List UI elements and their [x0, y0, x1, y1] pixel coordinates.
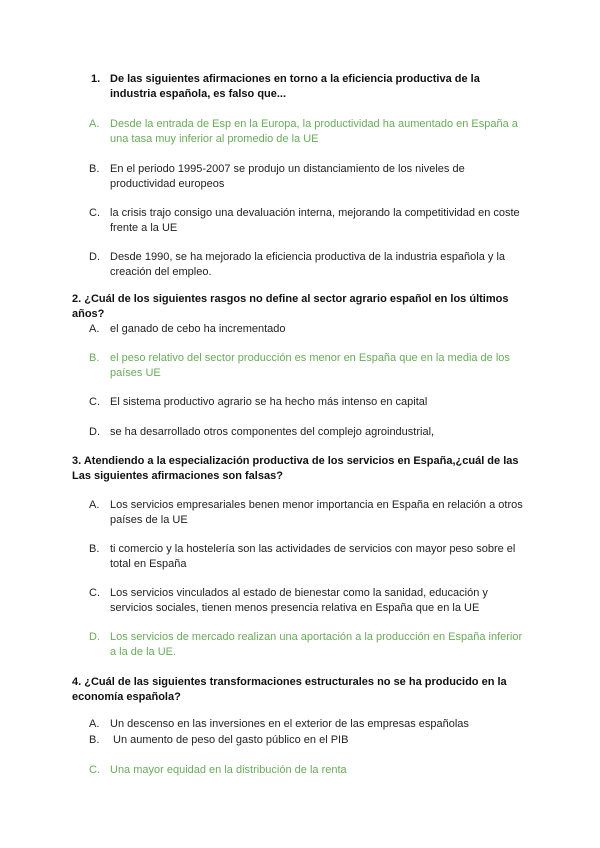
option-text: En el periodo 1995-2007 se produjo un distanciamiento de los niveles de productividad europeos — [110, 163, 465, 190]
option-text: Un descenso en las inversiones en el exterior de las empresas españolas — [110, 718, 469, 730]
option-text: la crisis trajo consigo una devaluación interna, mejorando la competitividad en coste frente a la UE — [110, 207, 520, 234]
option-text: El sistema productivo agrario se ha hecho más intenso en capital — [110, 396, 428, 408]
option-label: B. — [89, 543, 100, 555]
option-text: Los servicios empresariales benen menor importancia en España en relación a otros países de la UE — [110, 499, 523, 526]
option-label: D. — [89, 251, 100, 263]
option-label: A. — [89, 499, 100, 511]
option-text: Los servicios vinculados al estado de bienestar como la sanidad, educación y servicios sociales, tienen menos presencia relativa en España que en la UE — [110, 587, 488, 614]
option-label: A. — [89, 323, 100, 335]
question-body: Atendiendo a la especialización productiva de los servicios en España,¿cuál de las Las siguientes afirmaciones son falsas? — [72, 455, 519, 482]
question-body: ¿Cuál de las siguientes transformaciones estructurales no se ha producido en la economía española? — [72, 676, 507, 703]
option-label: B. — [89, 163, 100, 175]
option-label: C. — [89, 396, 100, 408]
question-number: 2. — [72, 293, 82, 305]
option-label: A. — [89, 718, 100, 730]
option-label: C. — [89, 587, 100, 599]
option-text-correct: Los servicios de mercado realizan una aportación a la producción en España inferior a la de la UE. — [110, 631, 523, 658]
question-number: 4. — [72, 676, 82, 688]
option-text: el ganado de cebo ha incrementado — [110, 323, 286, 335]
option-text: se ha desarrollado otros componentes del complejo agroindustrial, — [110, 426, 435, 438]
option-label: C. — [89, 207, 100, 219]
question-text: De las siguientes afirmaciones en torno a la eficiencia productiva de la industria española, es falso que... — [110, 73, 480, 100]
option-text: ti comercio y la hostelería son las actividades de servicios con mayor peso sobre el total en España — [110, 543, 516, 570]
option-text-correct: Desde la entrada de Esp en la Europa, la productividad ha aumentado en España a una tasa muy inferior al promedio de la UE — [110, 118, 518, 145]
option-label: B. — [89, 734, 100, 746]
option-label: A. — [89, 118, 100, 130]
option-text: Desde 1990, se ha mejorado la eficiencia productiva de la industria española y la creación del empleo. — [110, 251, 506, 278]
question-body: ¿Cuál de los siguientes rasgos no define al sector agrario español en los últimos años? — [72, 293, 509, 320]
question-text — [72, 292, 532, 322]
question-number: 3. — [72, 455, 82, 467]
option-label: D. — [89, 631, 100, 643]
option-text-correct: Una mayor equidad en la distribución de la renta — [110, 764, 347, 776]
question-text — [72, 675, 532, 705]
option-text-correct: el peso relativo del sector producción es menor en España que en la media de los países UE — [110, 352, 510, 379]
option-label: B. — [89, 352, 100, 364]
option-text: Un aumento de peso del gasto público en el PIB — [113, 734, 349, 746]
question-text — [72, 454, 532, 484]
option-label: D. — [89, 426, 100, 438]
question-number: 1. — [91, 73, 101, 85]
option-label: C. — [89, 764, 100, 776]
